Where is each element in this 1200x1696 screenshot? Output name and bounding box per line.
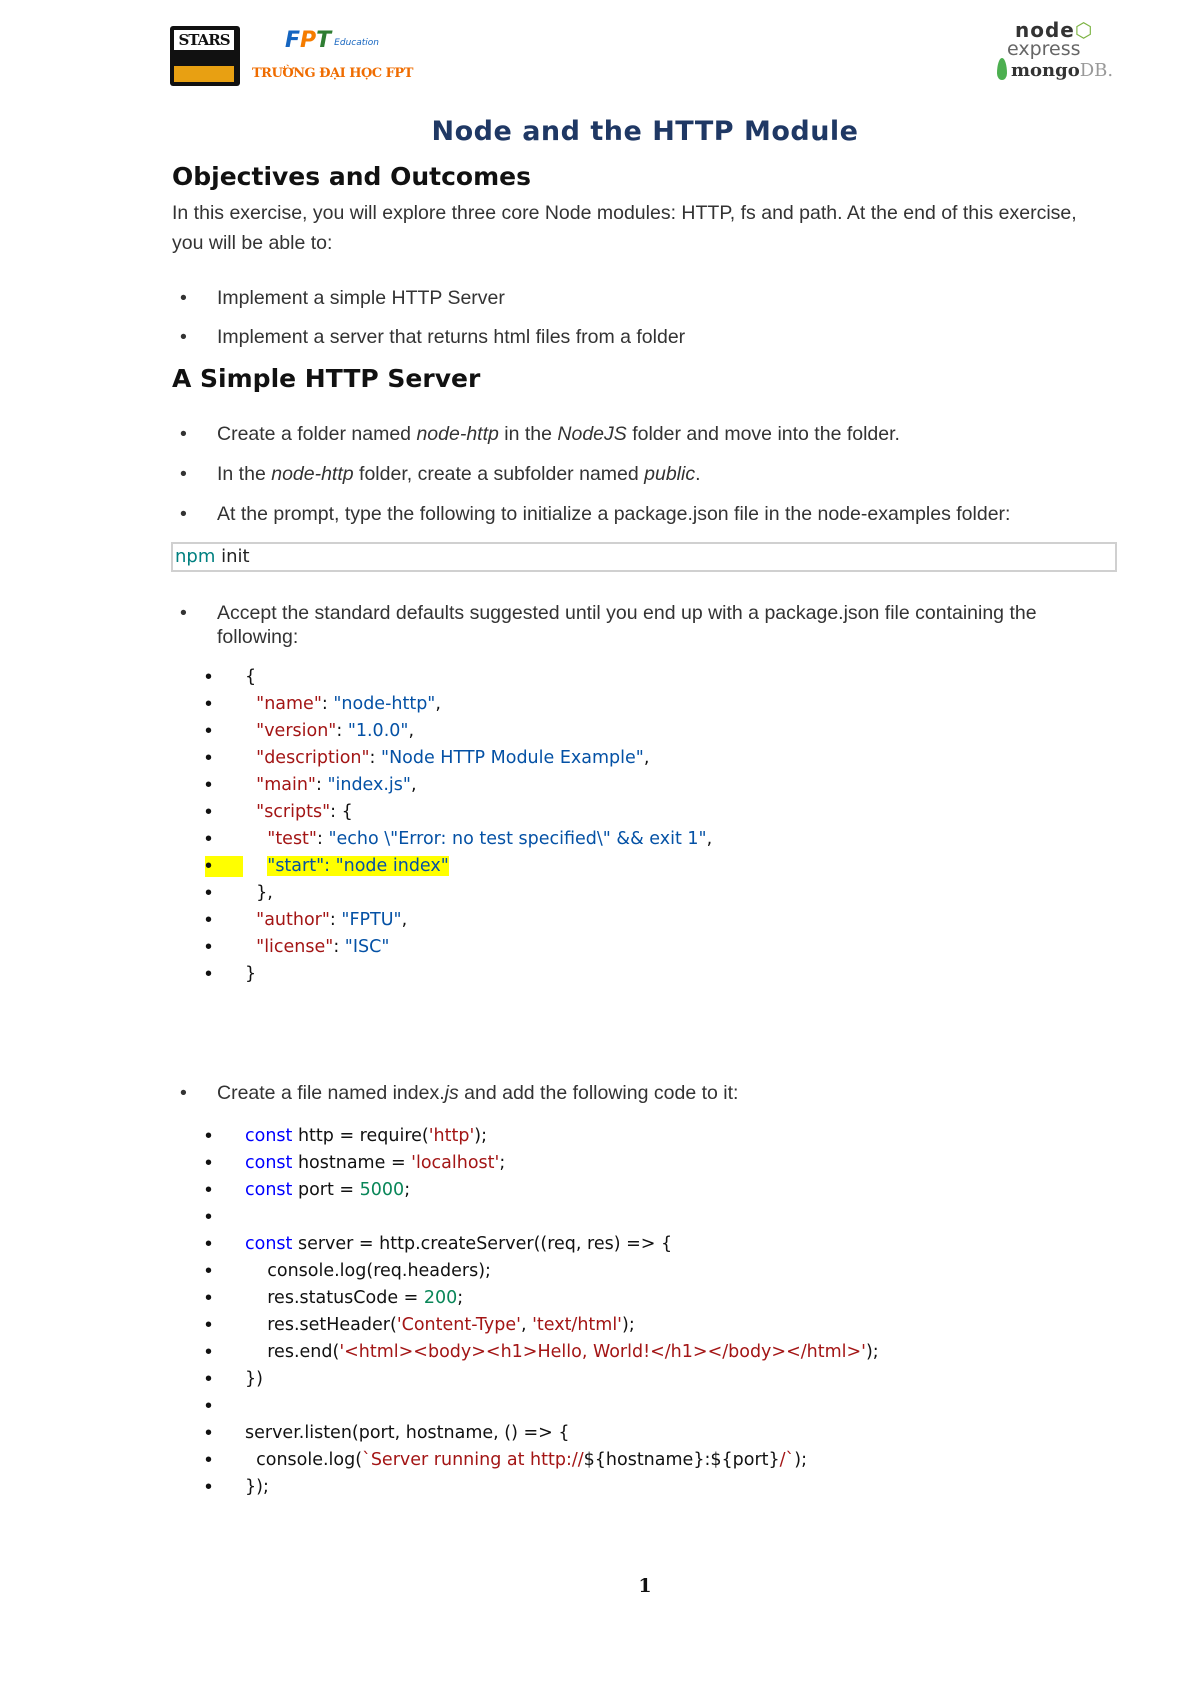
start-script-highlight: "start": "node index"	[267, 856, 449, 876]
mean-stack-logo	[995, 18, 1115, 90]
mongo-word: mongo	[1011, 60, 1080, 81]
simple-server-heading: A Simple HTTP Server	[172, 364, 481, 393]
express-logo-text: express	[1007, 38, 1081, 60]
objectives-heading: Objectives and Outcomes	[172, 162, 531, 191]
school-name: TRƯỜNG ĐẠI HỌC FPT	[252, 66, 413, 81]
step-text: Accept the standard defaults suggested until you end up with a package.json file containing the following:	[217, 602, 1037, 648]
npm-argument: init	[215, 546, 250, 567]
node-hex-icon: ⬡	[1074, 18, 1094, 42]
stars-badge-stripe	[174, 66, 234, 82]
bullet-icon: •	[180, 602, 187, 624]
bullet-icon: •	[180, 423, 187, 445]
objective-item: Implement a server that returns html files from a folder	[217, 326, 686, 348]
step-text: At the prompt, type the following to initialize a package.json file in the node-examples folder:	[217, 503, 1011, 525]
npm-keyword: npm	[175, 546, 216, 567]
mongodb-logo	[997, 58, 1115, 81]
fpt-wordmark	[285, 28, 395, 54]
npm-init-command-box	[171, 542, 1117, 572]
step-text: In the node-http folder, create a subfolder named public.	[217, 463, 701, 485]
node-word: node	[1015, 18, 1075, 42]
bullet-icon: •	[180, 287, 187, 309]
step-text: Create a file named index.js and add the following code to it:	[217, 1082, 739, 1104]
page-number: 1	[638, 1575, 652, 1597]
fpt-letter-p: P	[300, 28, 317, 53]
page-title: Node and the HTTP Module	[431, 116, 859, 147]
stars-badge-logo	[170, 26, 240, 86]
objectives-intro: In this exercise, you will explore three core Node modules: HTTP, fs and path. At the end of this exercise, you will be able to:	[172, 202, 1077, 254]
bullet-icon: •	[180, 1082, 187, 1104]
mongodb-leaf-icon	[997, 58, 1007, 80]
bullet-icon: •	[180, 463, 187, 485]
bullet-icon: •	[180, 503, 187, 525]
db-word: DB.	[1079, 60, 1114, 81]
fpt-university-label: Education	[334, 37, 379, 48]
fpt-university-logo	[170, 22, 413, 92]
objective-item: Implement a simple HTTP Server	[217, 287, 505, 309]
fpt-letter-t: T	[316, 28, 332, 53]
fpt-letter-f: F	[285, 28, 301, 53]
bullet-icon: •	[180, 326, 187, 348]
stars-badge-text: STARS	[174, 30, 234, 50]
step-text: Create a folder named node-http in the NodeJS folder and move into the folder.	[217, 423, 900, 445]
